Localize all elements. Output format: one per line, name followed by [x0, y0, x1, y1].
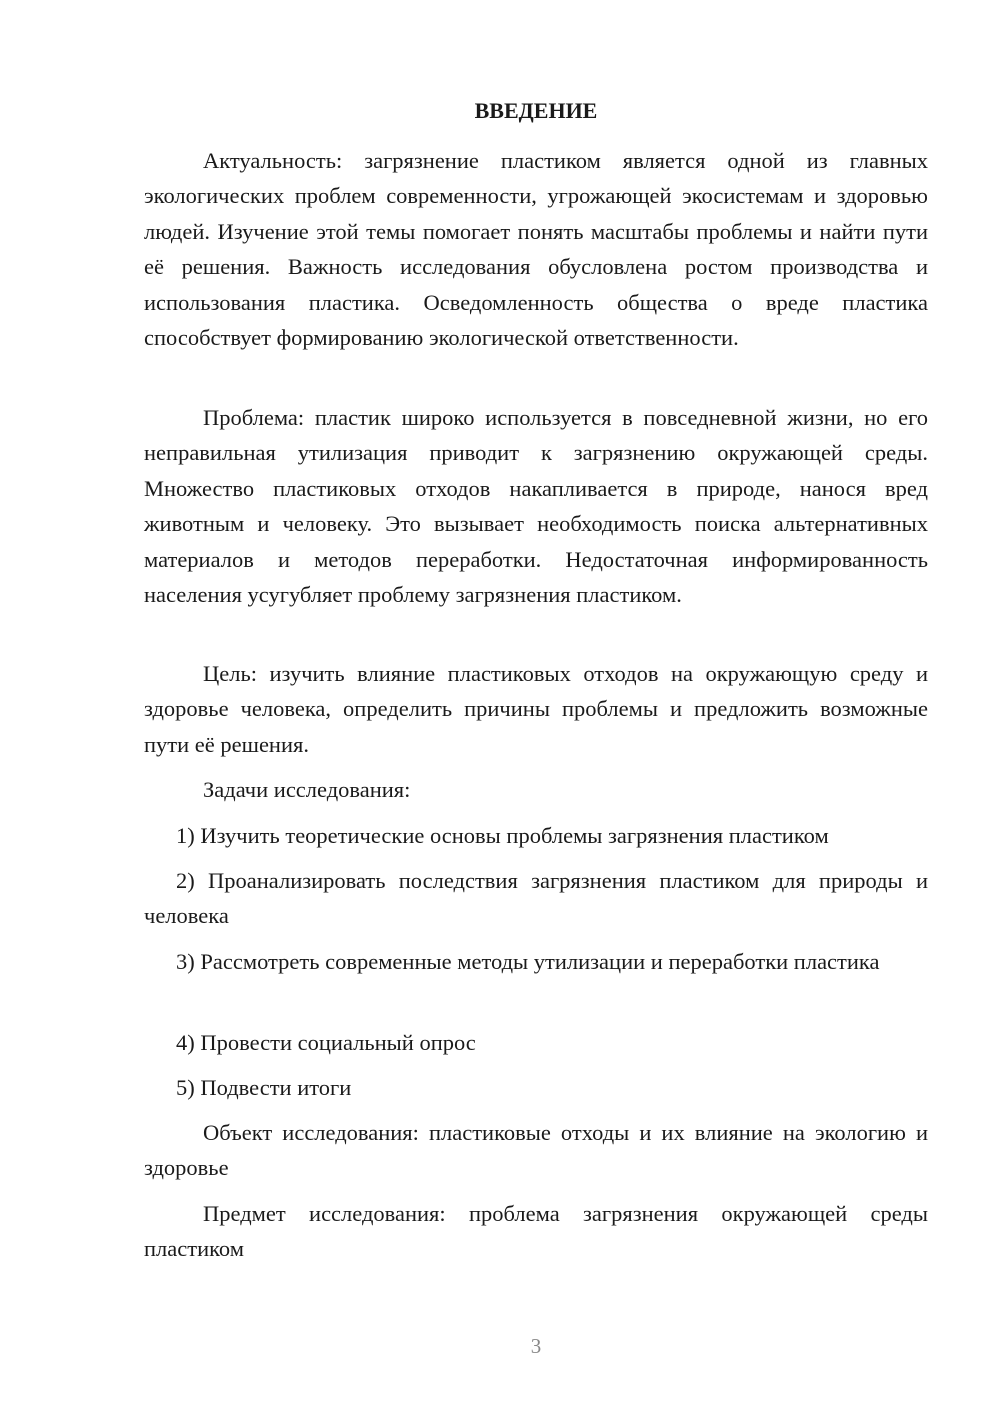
task-item: 2) Проанализировать последствия загрязнения пластиком для природы и человека	[144, 868, 928, 929]
task-item: 5) Подвести итоги	[176, 1075, 352, 1100]
problem-paragraph: Проблема: пластик широко используется в повседневной жизни, но его неправильная утилизация приводит к загрязнению окружающей среды. Множество пластиковых отходов накапливается в природе, нанося вред животным и человеку. Это вызывает необходимость поиска альтернативных материалов и методов переработки. Недостаточная информированность населения усугубляет проблему загрязнения пластиком.	[144, 405, 928, 608]
document-page	[144, 0, 928, 1414]
page-number: 3	[530, 1334, 542, 1358]
task-item: 1) Изучить теоретические основы проблемы загрязнения пластиком	[176, 823, 829, 848]
goal-paragraph: Цель: изучить влияние пластиковых отходов на окружающую среду и здоровье человека, определить причины проблемы и предложить возможные пути её решения.	[144, 661, 928, 757]
task-item: 4) Провести социальный опрос	[176, 1030, 476, 1055]
object-paragraph: Объект исследования: пластиковые отходы и их влияние на экологию и здоровье	[144, 1120, 928, 1181]
task-item: 3) Рассмотреть современные методы утилизации и переработки пластика	[176, 949, 880, 974]
tasks-heading: Задачи исследования:	[203, 777, 411, 802]
subject-paragraph: Предмет исследования: проблема загрязнения окружающей среды пластиком	[144, 1201, 928, 1262]
relevance-paragraph: Актуальность: загрязнение пластиком является одной из главных экологических проблем современности, угрожающей экосистемам и здоровью людей. Изучение этой темы помогает понять масштабы проблемы и найти пути её решения. Важность исследования обусловлена ростом производства и использования пластика. Осведомленность общества о вреде пластика способствует формированию экологической ответственности.	[144, 148, 928, 351]
page-title: ВВЕДЕНИЕ	[474, 98, 598, 123]
